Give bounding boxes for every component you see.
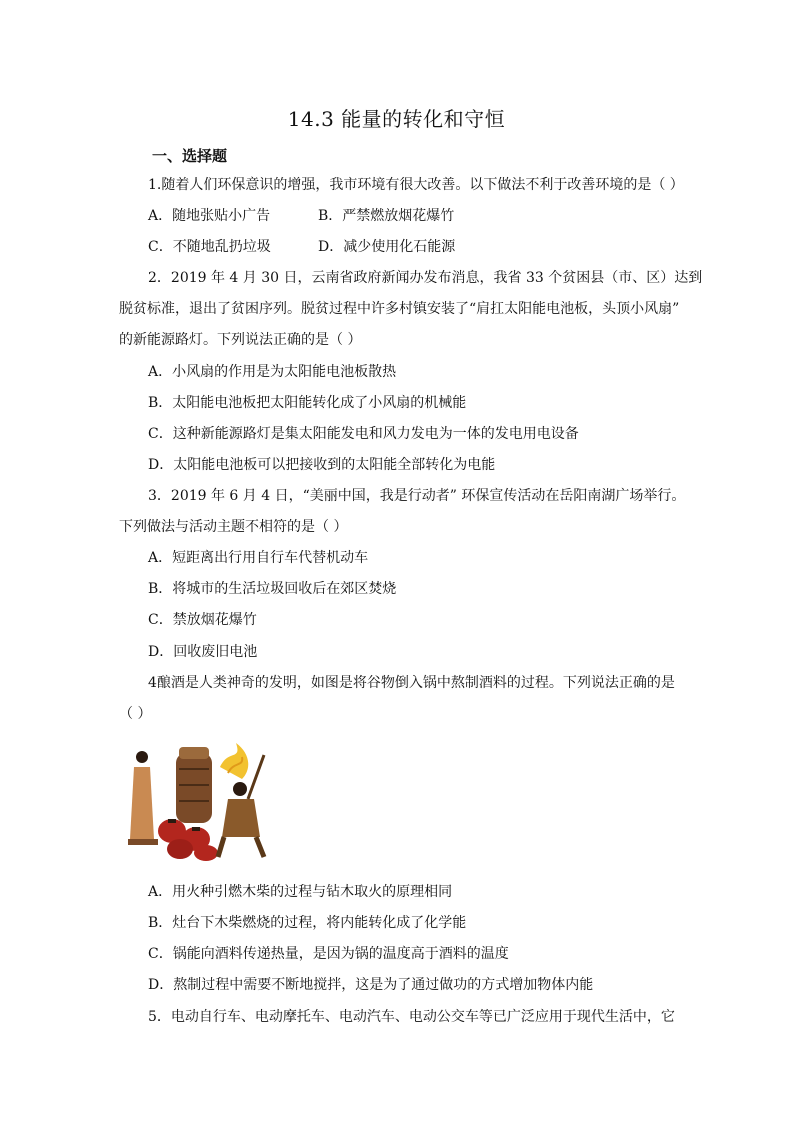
question-3-stem-line-1: 3．2019 年 6 月 4 日，“美丽中国，我是行动者” 环保宣传活动在岳阳南湖广场举行。 (148, 488, 686, 504)
question-4-option-d: D．熬制过程中需要不断地搅拌，这是为了通过做功的方式增加物体内能 (148, 977, 594, 993)
brewing-illustration (124, 739, 280, 861)
stirring-pole (248, 755, 264, 799)
stove-shape (176, 753, 212, 823)
question-2-option-c: C．这种新能源路灯是集太阳能发电和风力发电为一体的发电用电设备 (148, 426, 579, 442)
question-2-stem-line-3: 的新能源路灯。下列说法正确的是（ ） (119, 332, 362, 348)
question-3-option-b: B．将城市的生活垃圾回收后在郊区焚烧 (148, 581, 397, 597)
question-4-stem-line-2: （ ） (119, 706, 152, 722)
question-1-option-a: A．随地张贴小广告 (148, 208, 271, 224)
question-3-stem-line-2: 下列做法与活动主题不相符的是（ ） (119, 519, 348, 535)
woman-robe (130, 767, 154, 839)
question-4-option-c: C．锅能向酒料传递热量，是因为锅的温度高于酒料的温度 (148, 946, 509, 962)
question-5-stem-line-1: 5．电动自行车、电动摩托车、电动汽车、电动公交车等已广泛应用于现代生活中，它 (148, 1009, 675, 1025)
woman-head (136, 751, 148, 763)
question-2-stem-line-1: 2．2019 年 4 月 30 日，云南省政府新闻办发布消息，我省 33 个贫困县（市、区）达到 (148, 270, 703, 286)
jar-icon (167, 839, 193, 859)
question-2-stem-line-2: 脱贫标准，退出了贫困序列。脱贫过程中许多村镇安装了“肩扛太阳能电池板，头顶小风扇” (119, 301, 680, 317)
question-4-option-b: B．灶台下木柴燃烧的过程，将内能转化成了化学能 (148, 915, 467, 931)
stove-top (179, 747, 209, 759)
page-title: 14.3 能量的转化和守恒 (287, 107, 506, 131)
question-1-stem: 1.随着人们环保意识的增强，我市环境有很大改善。以下做法不利于改善环境的是（ ） (148, 177, 684, 193)
question-1-option-d: D．减少使用化石能源 (318, 239, 456, 255)
question-2-option-b: B．太阳能电池板把太阳能转化成了小风扇的机械能 (148, 395, 467, 411)
question-4-stem-line-1: 4酿酒是人类神奇的发明，如图是将谷物倒入锅中熬制酒料的过程。下列说法正确的是 (148, 675, 675, 691)
question-3-option-d: D．回收废旧电池 (148, 644, 258, 660)
question-1-option-b: B．严禁燃放烟花爆竹 (318, 208, 455, 224)
section-heading: 一、选择题 (152, 147, 228, 165)
jar-icon (194, 845, 218, 861)
question-3-option-c: C．禁放烟花爆竹 (148, 612, 257, 628)
flame-icon (220, 743, 248, 779)
question-4-option-a: A．用火种引燃木柴的过程与钻木取火的原理相同 (148, 884, 453, 900)
question-2-option-d: D．太阳能电池板可以把接收到的太阳能全部转化为电能 (148, 457, 496, 473)
question-2-option-a: A．小风扇的作用是为太阳能电池板散热 (148, 364, 397, 380)
question-1-option-c: C．不随地乱扔垃圾 (148, 239, 271, 255)
question-3-option-a: A．短距离出行用自行车代替机动车 (148, 550, 369, 566)
worker-robe (222, 799, 260, 837)
worker-head (233, 782, 247, 796)
